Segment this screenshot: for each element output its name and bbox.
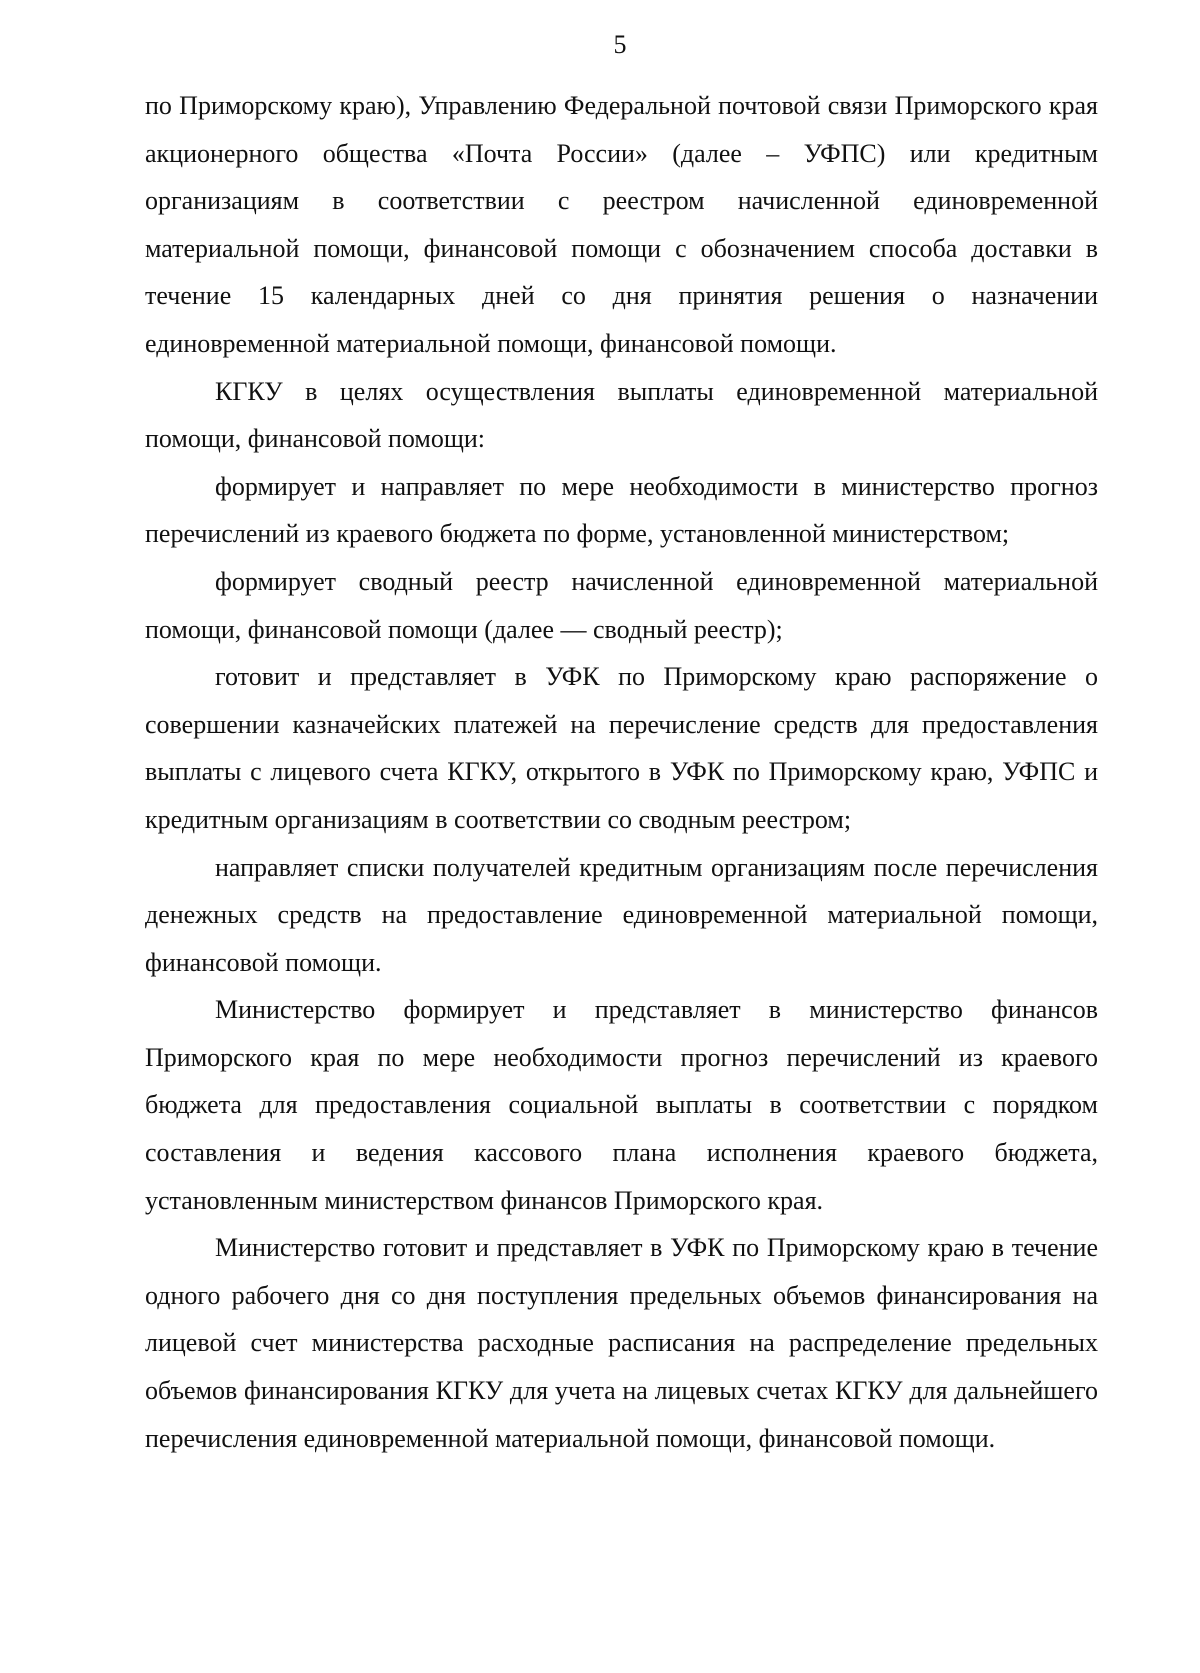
paragraph-8: Министерство готовит и представляет в УФК по Приморскому краю в течение одного рабочего дня со дня поступления предельных объемов финансирования на лицевой счет министерства расходные расписания на распределение предельных объемов финансирования КГКУ для учета на лицевых счетах КГКУ для дальнейшего перечисления единовременной материальной помощи, финансовой помощи. (145, 1233, 1098, 1453)
page-number: 5 (613, 30, 627, 59)
paragraph-2: КГКУ в целях осуществления выплаты единовременной материальной помощи, финансовой помощи: (145, 376, 1098, 454)
paragraph-4: формирует сводный реестр начисленной единовременной материальной помощи, финансовой помощи (далее — сводный реестр); (145, 566, 1098, 644)
document-body (145, 82, 1098, 1462)
paragraph-7: Министерство формирует и представляет в министерство финансов Приморского края по мере необходимости прогноз перечислений из краевого бюджета для предоставления социальной выплаты в соответствии с порядком составления и ведения кассового плана исполнения краевого бюджета, установленным министерством финансов Приморского края. (145, 995, 1098, 1215)
paragraph-1: по Приморскому краю), Управлению Федеральной почтовой связи Приморского края акционерного общества «Почта России» (далее – УФПС) или кредитным организациям в соответствии с реестром начисленной единовременной материальной помощи, финансовой помощи с обозначением способа доставки в течение 15 календарных дней со дня принятия решения о назначении единовременной материальной помощи, финансовой помощи. (145, 91, 1098, 358)
paragraph-6: направляет списки получателей кредитным организациям после перечисления денежных средств на предоставление единовременной материальной помощи, финансовой помощи. (145, 852, 1098, 977)
paragraph-3: формирует и направляет по мере необходимости в министерство прогноз перечислений из краевого бюджета по форме, установленной министерством; (145, 471, 1098, 549)
paragraph-5: готовит и представляет в УФК по Приморскому краю распоряжение о совершении казначейских платежей на перечисление средств для предоставления выплаты с лицевого счета КГКУ, открытого в УФК по Приморскому краю, УФПС и кредитным организациям в соответствии со сводным реестром; (145, 662, 1098, 834)
